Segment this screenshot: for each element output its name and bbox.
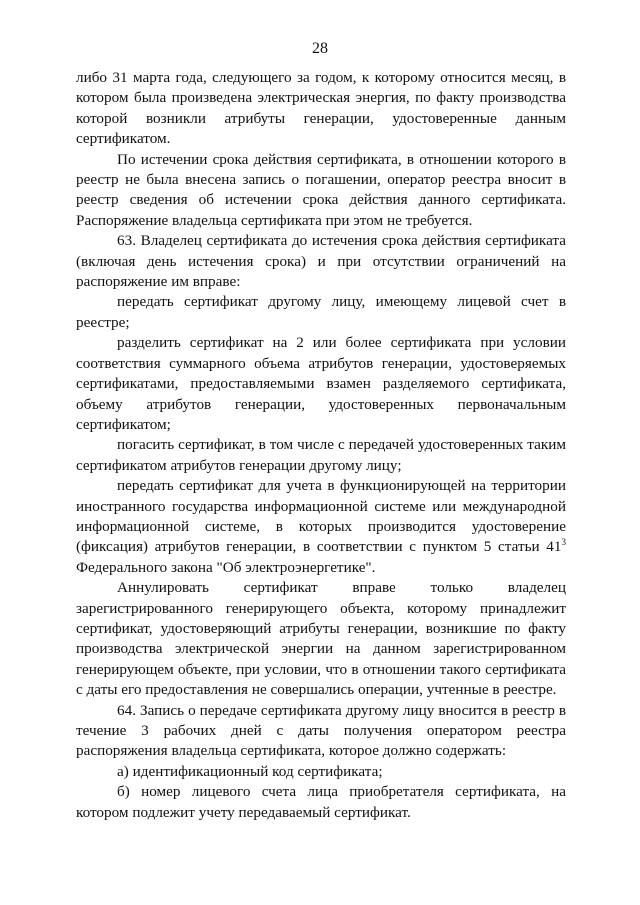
paragraph: а) идентификационный код сертификата;	[117, 762, 383, 780]
page-number: 28	[312, 40, 328, 57]
paragraph: разделить сертификат на 2 или более сертификата при условии соответствия суммарного объема атрибутов генерации, удостоверяемых сертификатами, предоставляемыми взамен разделяемого сертификата, объему атрибутов генерации, удостоверенных первоначальным сертификатом;	[76, 334, 566, 433]
superscript: 3	[561, 537, 566, 548]
paragraph-text: передать сертификат для учета в функционирующей на территории иностранного государства информационной системе или международной информационной системе, в которых производится удостоверение (фиксация) атрибутов генерации, в соответствии с пунктом 5 статьи 41	[76, 477, 566, 556]
paragraph: 63. Владелец сертификата до истечения срока действия сертификата (включая день истечения срока) и при отсутствии ограничений на распоряжение им вправе:	[76, 232, 566, 291]
paragraph-text: Федерального закона "Об электроэнергетике".	[76, 558, 376, 576]
paragraph: Аннулировать сертификат вправе только владелец зарегистрированного генерирующего объекта, которому принадлежит сертификат, удостоверяющий атрибуты генерации, возникшие по факту производства электрической энергии на данном зарегистрированном генерирующем объекте, при условии, что в отношении такого сертификата с даты его предоставления не совершались операции, учтенные в реестре.	[76, 579, 566, 699]
paragraph	[76, 476, 566, 578]
paragraph: либо 31 марта года, следующего за годом, к которому относится месяц, в котором была произведена электрическая энергия, по факту производства которой возникли атрибуты генерации, удостоверенные данным сертификатом.	[76, 69, 566, 148]
document-body	[76, 68, 566, 823]
paragraph: 64. Запись о передаче сертификата другому лицу вносится в реестр в течение 3 рабочих дней с даты получения оператором реестра распоряжения владельца сертификата, которое должно содержать:	[76, 701, 566, 760]
paragraph: погасить сертификат, в том числе с передачей удостоверенных таким сертификатом атрибутов генерации другому лицу;	[76, 436, 566, 474]
paragraph: передать сертификат другому лицу, имеющему лицевой счет в реестре;	[76, 293, 566, 331]
paragraph: По истечении срока действия сертификата, в отношении которого в реестр не была внесена запись о погашении, оператор реестра вносит в реестр сведения об истечении срока действия данного сертификата. Распоряжение владельца сертификата при этом не требуется.	[76, 150, 566, 229]
paragraph: б) номер лицевого счета лица приобретателя сертификата, на котором подлежит учету передаваемый сертификат.	[76, 783, 566, 821]
